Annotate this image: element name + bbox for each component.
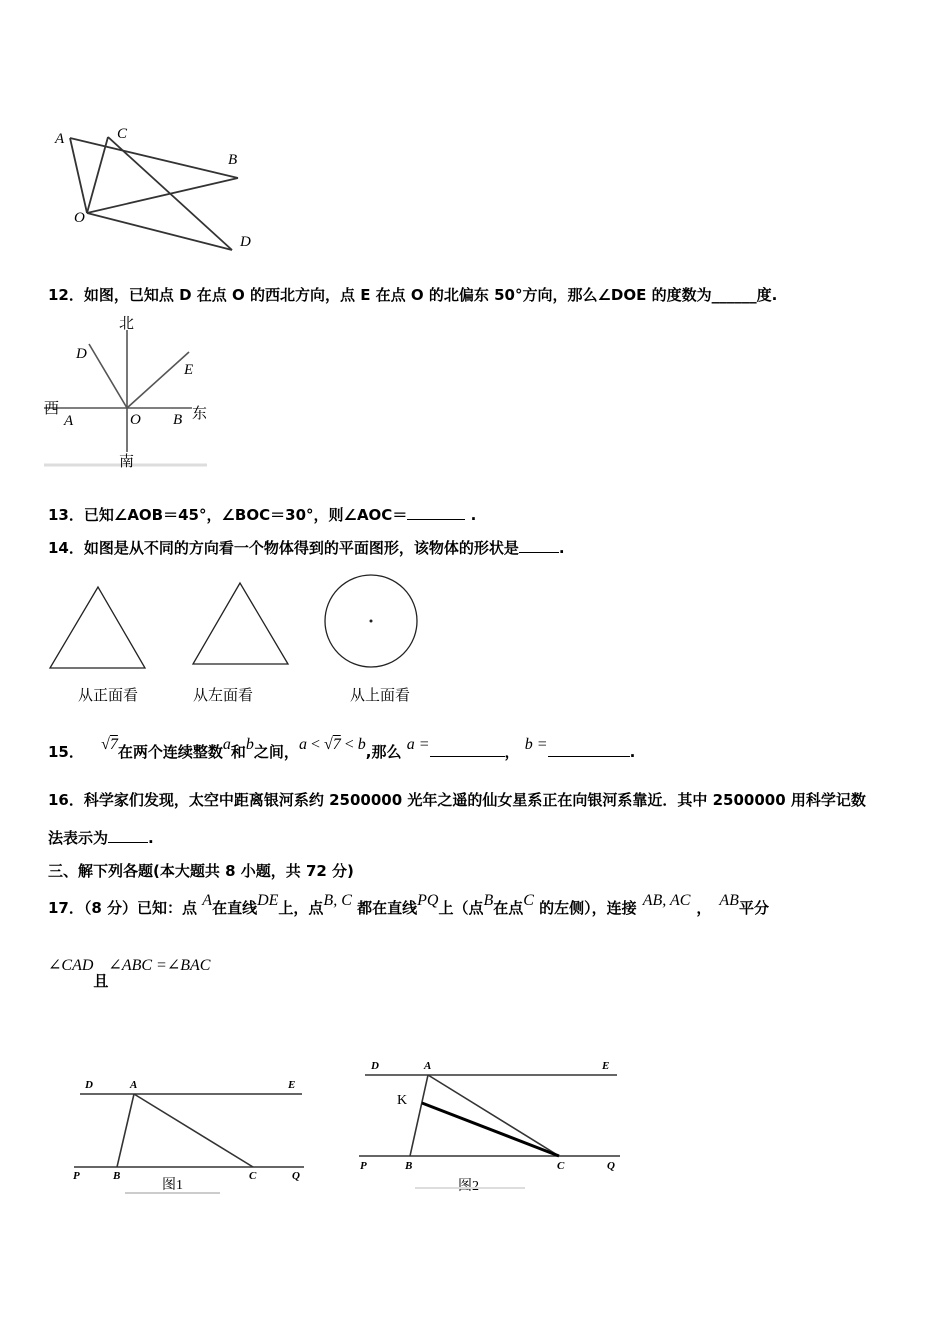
caption-front-view: 从正面看 [78,686,139,704]
text-t8: 平分 [738,899,769,917]
ray-OE [127,352,189,408]
label-south: 南 [119,452,135,470]
question-number: 12． [48,286,84,304]
text-part4: ,那么 [365,743,402,761]
figure-q12-compass [42,312,222,472]
answer-blank [407,505,465,520]
label-E: E [602,1060,610,1072]
question-16-line1 [48,790,866,810]
question-14 [48,538,565,558]
math-A: A [202,892,213,909]
answer-blank-b [548,742,630,757]
period: . [470,506,477,524]
ineq-lt1: < [310,736,320,753]
section-heading: 三、解下列各题(本大题共 8 小题，共 72 分) [48,862,354,880]
answer-blank-a [430,742,505,757]
var-a: a [222,736,231,753]
math-C: C [523,892,534,909]
label-P: P [73,1170,80,1182]
text-qie: 且 [93,972,109,990]
question-text: 如图，已知点 D 在点 O 的西北方向，点 E 在点 O 的北偏东 50°方向，那么∠DOE 的度数为 [83,286,712,304]
label-P: P [360,1160,367,1172]
ineq-lt2: < [344,736,354,753]
caption-fig1: 图1 [162,1178,183,1193]
question-text: 如图是从不同的方向看一个物体得到的平面图形，该物体的形状是 [83,539,519,557]
unit: 度. [756,286,778,304]
math-BC: B, C [323,892,352,909]
answer-blank: ______ [711,286,757,304]
label-D: D [240,234,251,250]
math-AB-AC: AB, AC [642,892,691,909]
math-CAD: ∠CAD [48,957,94,974]
label-E: E [184,362,194,378]
math-B: B [483,892,494,909]
caption-left-view: 从左面看 [193,686,254,704]
eq-b: b = [524,736,548,753]
math-condition: ∠ABC =∠BAC [108,957,211,974]
text-t1: 在直线 [212,899,258,917]
label-B: B [405,1160,413,1172]
text-t6: 的左侧），连接 [539,899,637,917]
period: . [558,539,565,557]
seg-AB [117,1094,134,1167]
label-D: D [85,1079,93,1091]
question-number: 14． [48,539,84,557]
question-12 [48,285,777,305]
seg-O-D [87,213,232,250]
eq-a: a = [406,736,430,753]
question-17-cont [48,958,210,989]
seg-AC [134,1094,253,1167]
inequality: a < √7 < b [298,736,366,753]
ray-OD [89,344,127,408]
question-number: 16． [48,791,84,809]
seg-AC [428,1075,559,1156]
text-t2: 上，点 [278,899,324,917]
ineq-a: a [298,736,307,753]
label-Q: Q [607,1160,615,1172]
ineq-b: b [357,736,366,753]
answer-blank [108,828,148,843]
label-K: K [397,1093,408,1108]
figure-q17-fig2 [355,1058,630,1198]
label-A: A [130,1079,138,1091]
label-D: D [371,1060,379,1072]
label-east: 东 [192,404,208,422]
text-part3: 之间， [253,743,299,761]
answer-blank [519,538,559,553]
seg-O-B [87,178,238,213]
period: . [629,743,636,761]
label-west: 西 [44,399,60,417]
label-B: B [113,1170,121,1182]
question-17 [48,893,769,924]
label-A: A [64,413,74,429]
sqrt-expression: √7 [101,736,118,753]
label-C: C [117,126,128,142]
label-Q: Q [292,1170,300,1182]
label-B: B [173,412,183,428]
left-view-triangle [193,583,288,664]
seg-A-O [70,138,87,213]
label-C: C [249,1170,257,1182]
question-number: 13． [48,506,84,524]
text-part2: 和 [230,743,246,761]
label-A: A [424,1060,432,1072]
label-north: 北 [119,314,135,332]
label-D: D [76,346,87,362]
seg-C-O [87,137,108,213]
var-b: b [245,736,254,753]
text-part1: 在两个连续整数 [117,743,223,761]
separator: ， [504,743,520,761]
front-view-triangle [50,587,145,668]
label-E: E [288,1079,296,1091]
math-PQ: PQ [417,892,439,909]
question-number: 15． [48,743,84,761]
question-16-line2 [48,828,154,848]
question-text: 科学家们发现，太空中距离银河系约 2500000 光年之遥的仙女星系正在向银河系靠近．其中 2500000 用科学记数 [83,791,866,809]
label-O: O [130,412,141,428]
text-score: （8 分）已知：点 [83,899,198,917]
question-13 [48,505,476,525]
seg-A-B [70,138,238,178]
period: . [148,829,154,847]
math-AB: AB [719,892,739,909]
text-t4: 上（点 [438,899,484,917]
caption-fig2: 图2 [458,1179,479,1194]
ineq-radicand: 7 [332,736,341,753]
label-C: C [557,1160,565,1172]
question-text-cont: 法表示为 [48,829,109,847]
figure-q11 [50,120,270,260]
radicand: 7 [109,736,118,753]
figure-q17-fig1 [70,1075,320,1200]
label-O: O [74,210,85,226]
top-view-center-dot [370,620,373,623]
question-text: 已知∠AOB＝45°，∠BOC＝30°，则∠AOC＝ [83,506,408,524]
caption-top-view: 从上面看 [350,686,411,704]
text-t5: 在点 [493,899,524,917]
seg-AB [410,1075,428,1156]
label-B: B [228,152,238,168]
text-t7: ， [696,899,712,917]
seg-KC [422,1103,559,1156]
question-number: 17． [48,899,84,917]
text-t3: 都在直线 [357,899,418,917]
figure-q14-views [40,575,440,710]
math-DE: DE [257,892,279,909]
question-15 [48,737,635,768]
label-A: A [55,131,65,147]
